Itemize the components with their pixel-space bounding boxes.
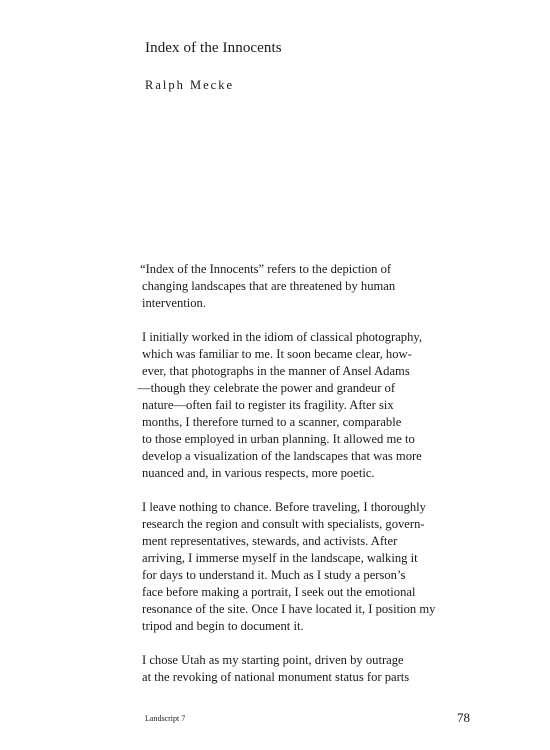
article-title: Index of the Innocents: [145, 40, 282, 56]
text-line: to those employed in urban planning. It allowed me to: [142, 432, 415, 446]
page-number: 78: [457, 710, 470, 725]
author-name: Ralph Mecke: [145, 78, 234, 92]
text-line: ment representatives, stewards, and activists. After: [142, 534, 398, 548]
text-line: which was familiar to me. It soon became clear, how-: [142, 347, 412, 361]
text-line: research the region and consult with specialists, govern-: [142, 517, 425, 531]
text-line: resonance of the site. Once I have located it, I position my: [142, 602, 436, 616]
article-body: [138, 261, 538, 703]
text-line: I leave nothing to chance. Before traveling, I thoroughly: [142, 500, 426, 514]
paragraph-3: [138, 499, 538, 635]
text-line: for days to understand it. Much as I study a person’s: [142, 568, 406, 582]
text-line: nature—often fail to register its fragility. After six: [142, 398, 394, 412]
paragraph-4: [138, 652, 538, 686]
text-line: I chose Utah as my starting point, driven by outrage: [142, 653, 404, 667]
text-line: nuanced and, in various respects, more poetic.: [142, 466, 375, 480]
text-line: face before making a portrait, I seek out the emotional: [142, 585, 416, 599]
paragraph-1: [138, 261, 538, 312]
text-line: changing landscapes that are threatened by human: [142, 279, 396, 293]
text-line: —though they celebrate the power and grandeur of: [138, 381, 396, 395]
text-line: I initially worked in the idiom of classical photography,: [142, 330, 423, 344]
text-line: develop a visualization of the landscapes that was more: [142, 449, 422, 463]
text-line: arriving, I immerse myself in the landscape, walking it: [142, 551, 418, 565]
text-line: intervention.: [142, 296, 207, 310]
text-line: ever, that photographs in the manner of Ansel Adams: [142, 364, 410, 378]
text-line: at the revoking of national monument status for parts: [142, 670, 410, 684]
running-footer: Landscript 7: [145, 714, 186, 723]
text-line: “Index of the Innocents” refers to the depiction of: [140, 262, 392, 276]
paragraph-2: [138, 329, 538, 482]
text-line: months, I therefore turned to a scanner, comparable: [142, 415, 402, 429]
text-line: tripod and begin to document it.: [142, 619, 304, 633]
